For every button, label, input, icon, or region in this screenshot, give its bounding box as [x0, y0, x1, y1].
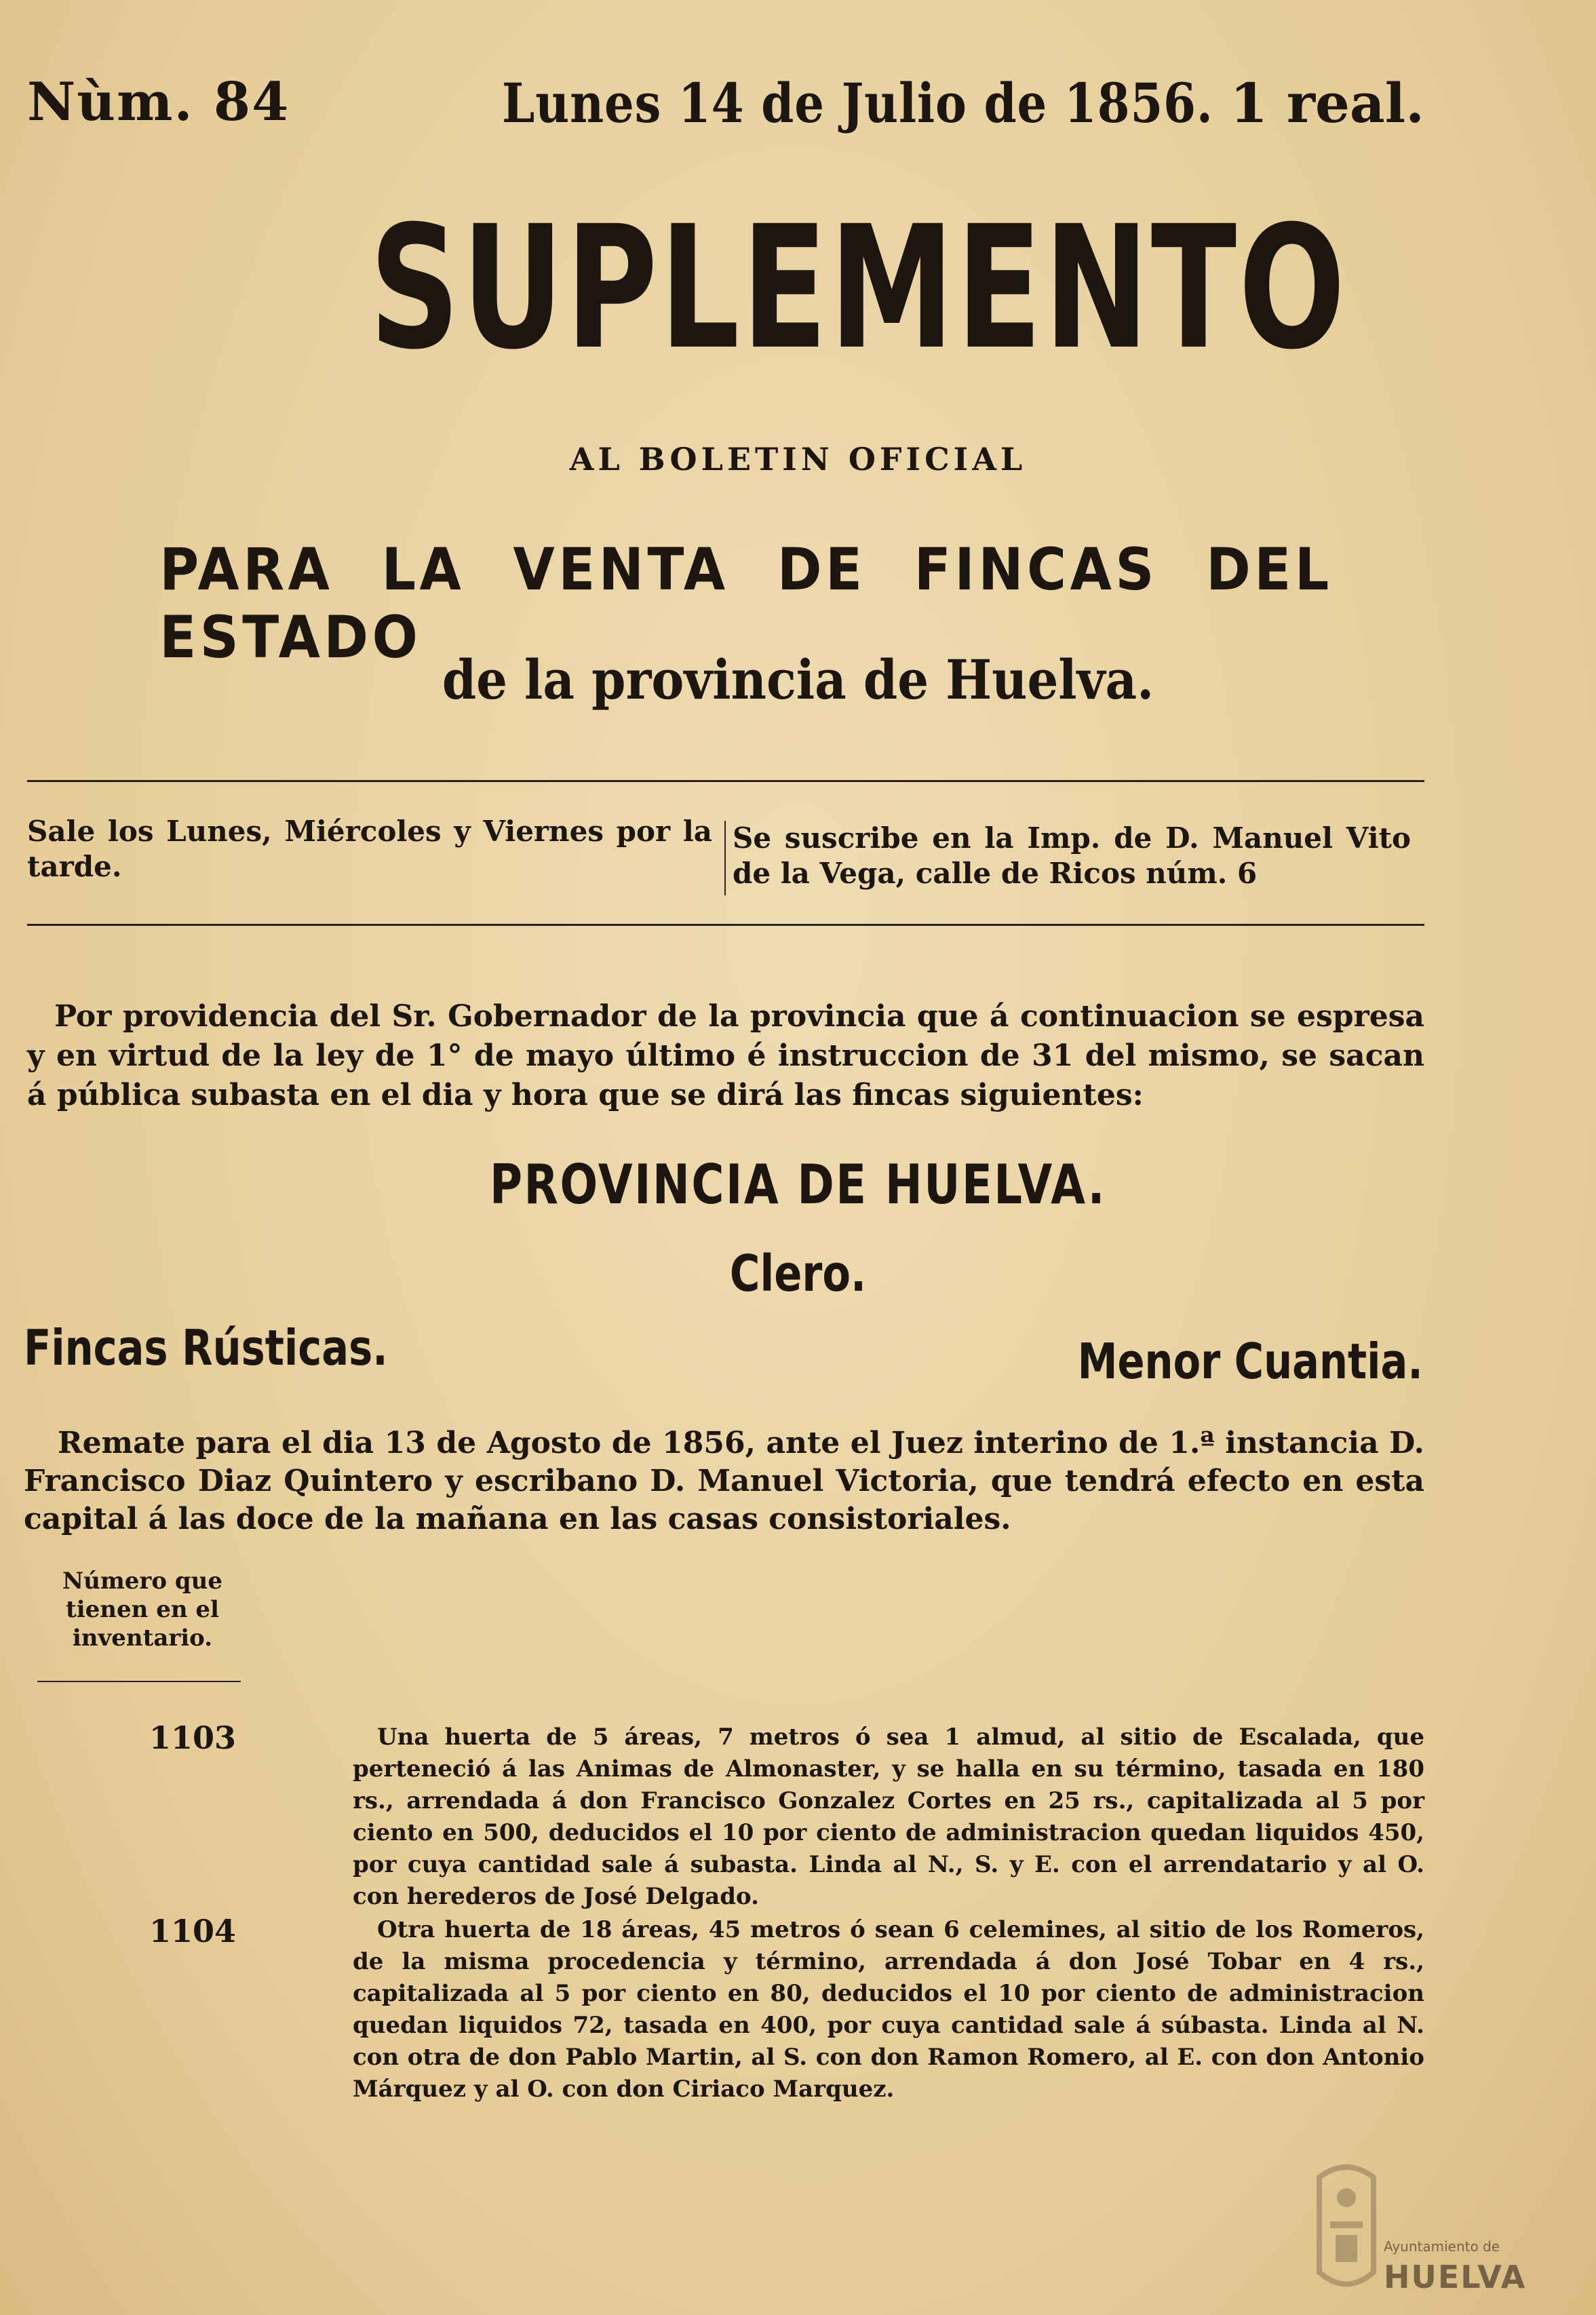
subtitle-boletin: AL BOLETIN OFICIAL	[569, 441, 1027, 478]
watermark-name: HUELVA	[1384, 2259, 1527, 2295]
subtitle-provincia: de la provincia de Huelva.	[442, 648, 1154, 712]
masthead-line	[27, 71, 1424, 146]
entry-number: 1103	[149, 1719, 237, 1756]
section-province: PROVINCIA DE HUELVA.	[489, 1153, 1107, 1216]
auction-paragraph: Remate para el dia 13 de Agosto de 1856, ante el Juez interino de 1.ª instancia D. Francisco Diaz Quintero y escribano D. Manuel Victoria, que tendrá efecto en esta capital á las doce de la mañana en las casas consistoriales.	[24, 1426, 1424, 1536]
subtitle-venta: PARA LA VENTA DE FINCAS DEL ESTADO	[159, 536, 1333, 672]
section-fincas-rusticas: Fincas Rústicas.	[24, 1319, 388, 1376]
entry-text: Otra huerta de 18 áreas, 45 metros ó sean 6 celemines, al sitio de los Romeros, de la misma procedencia y término, arrendada á don José Tobar en 4 rs., capitalizada al 5 por ciento en 80, deducidos el 10 por ciento de administracion quedan liquidos 72, tasada en 400, por cuya cantidad sale á súbasta. Linda al N. con otra de don Pablo Martin, al S. con don Ramon Romero, al E. con don Antonio Márquez y al O. con don Ciriaco Marquez.	[353, 1916, 1424, 2103]
entry-text: Una huerta de 5 áreas, 7 metros ó sea 1 almud, al sitio de Escalada, que perteneció á las Animas de Almonaster, y se halla en su término, tasada en 180 rs., arrendada á don Francisco Gonzalez Cortes en 25 rs., capitalizada al 5 por ciento en 500, deducidos el 10 por ciento de administracion quedan liquidos 450, por cuya cantidad sale á subasta. Linda al N., S. y E. con el arrendatario y al O. con herederos de José Delgado.	[353, 1724, 1424, 1910]
divider-top	[27, 780, 1424, 782]
issue-number: Nùm. 84	[27, 71, 290, 133]
divider-bottom	[27, 924, 1424, 926]
divider-vertical	[724, 821, 726, 895]
issue-date: Lunes 14 de Julio de 1856.	[502, 71, 1213, 135]
section-menor-cuantia: Menor Cuantia.	[1077, 1333, 1423, 1390]
subscription-info: Se suscribe en la Imp. de D. Manuel Vito de la Vega, calle de Ricos núm. 6	[733, 821, 1411, 890]
watermark-label: Ayuntamiento de	[1384, 2238, 1500, 2255]
inventory-label: Número que tienen en el inventario.	[62, 1568, 222, 1652]
issue-price: 1 real.	[1230, 71, 1424, 135]
publication-schedule: Sale los Lunes, Miércoles y Viernes por la tarde.	[27, 815, 712, 883]
inventory-rule	[37, 1681, 241, 1682]
section-category: Clero.	[729, 1245, 867, 1303]
entry-number: 1104	[149, 1913, 237, 1949]
intro-paragraph: Por providencia del Sr. Gobernador de la provincia que á continuacion se espresa y en virtud de la ley de 1° de mayo último é instruccion de 31 del mismo, se sacan á pública subasta en el dia y hora que se dirá las fincas siguientes:	[27, 999, 1424, 1112]
page-title: SUPLEMENTO	[369, 189, 1348, 387]
